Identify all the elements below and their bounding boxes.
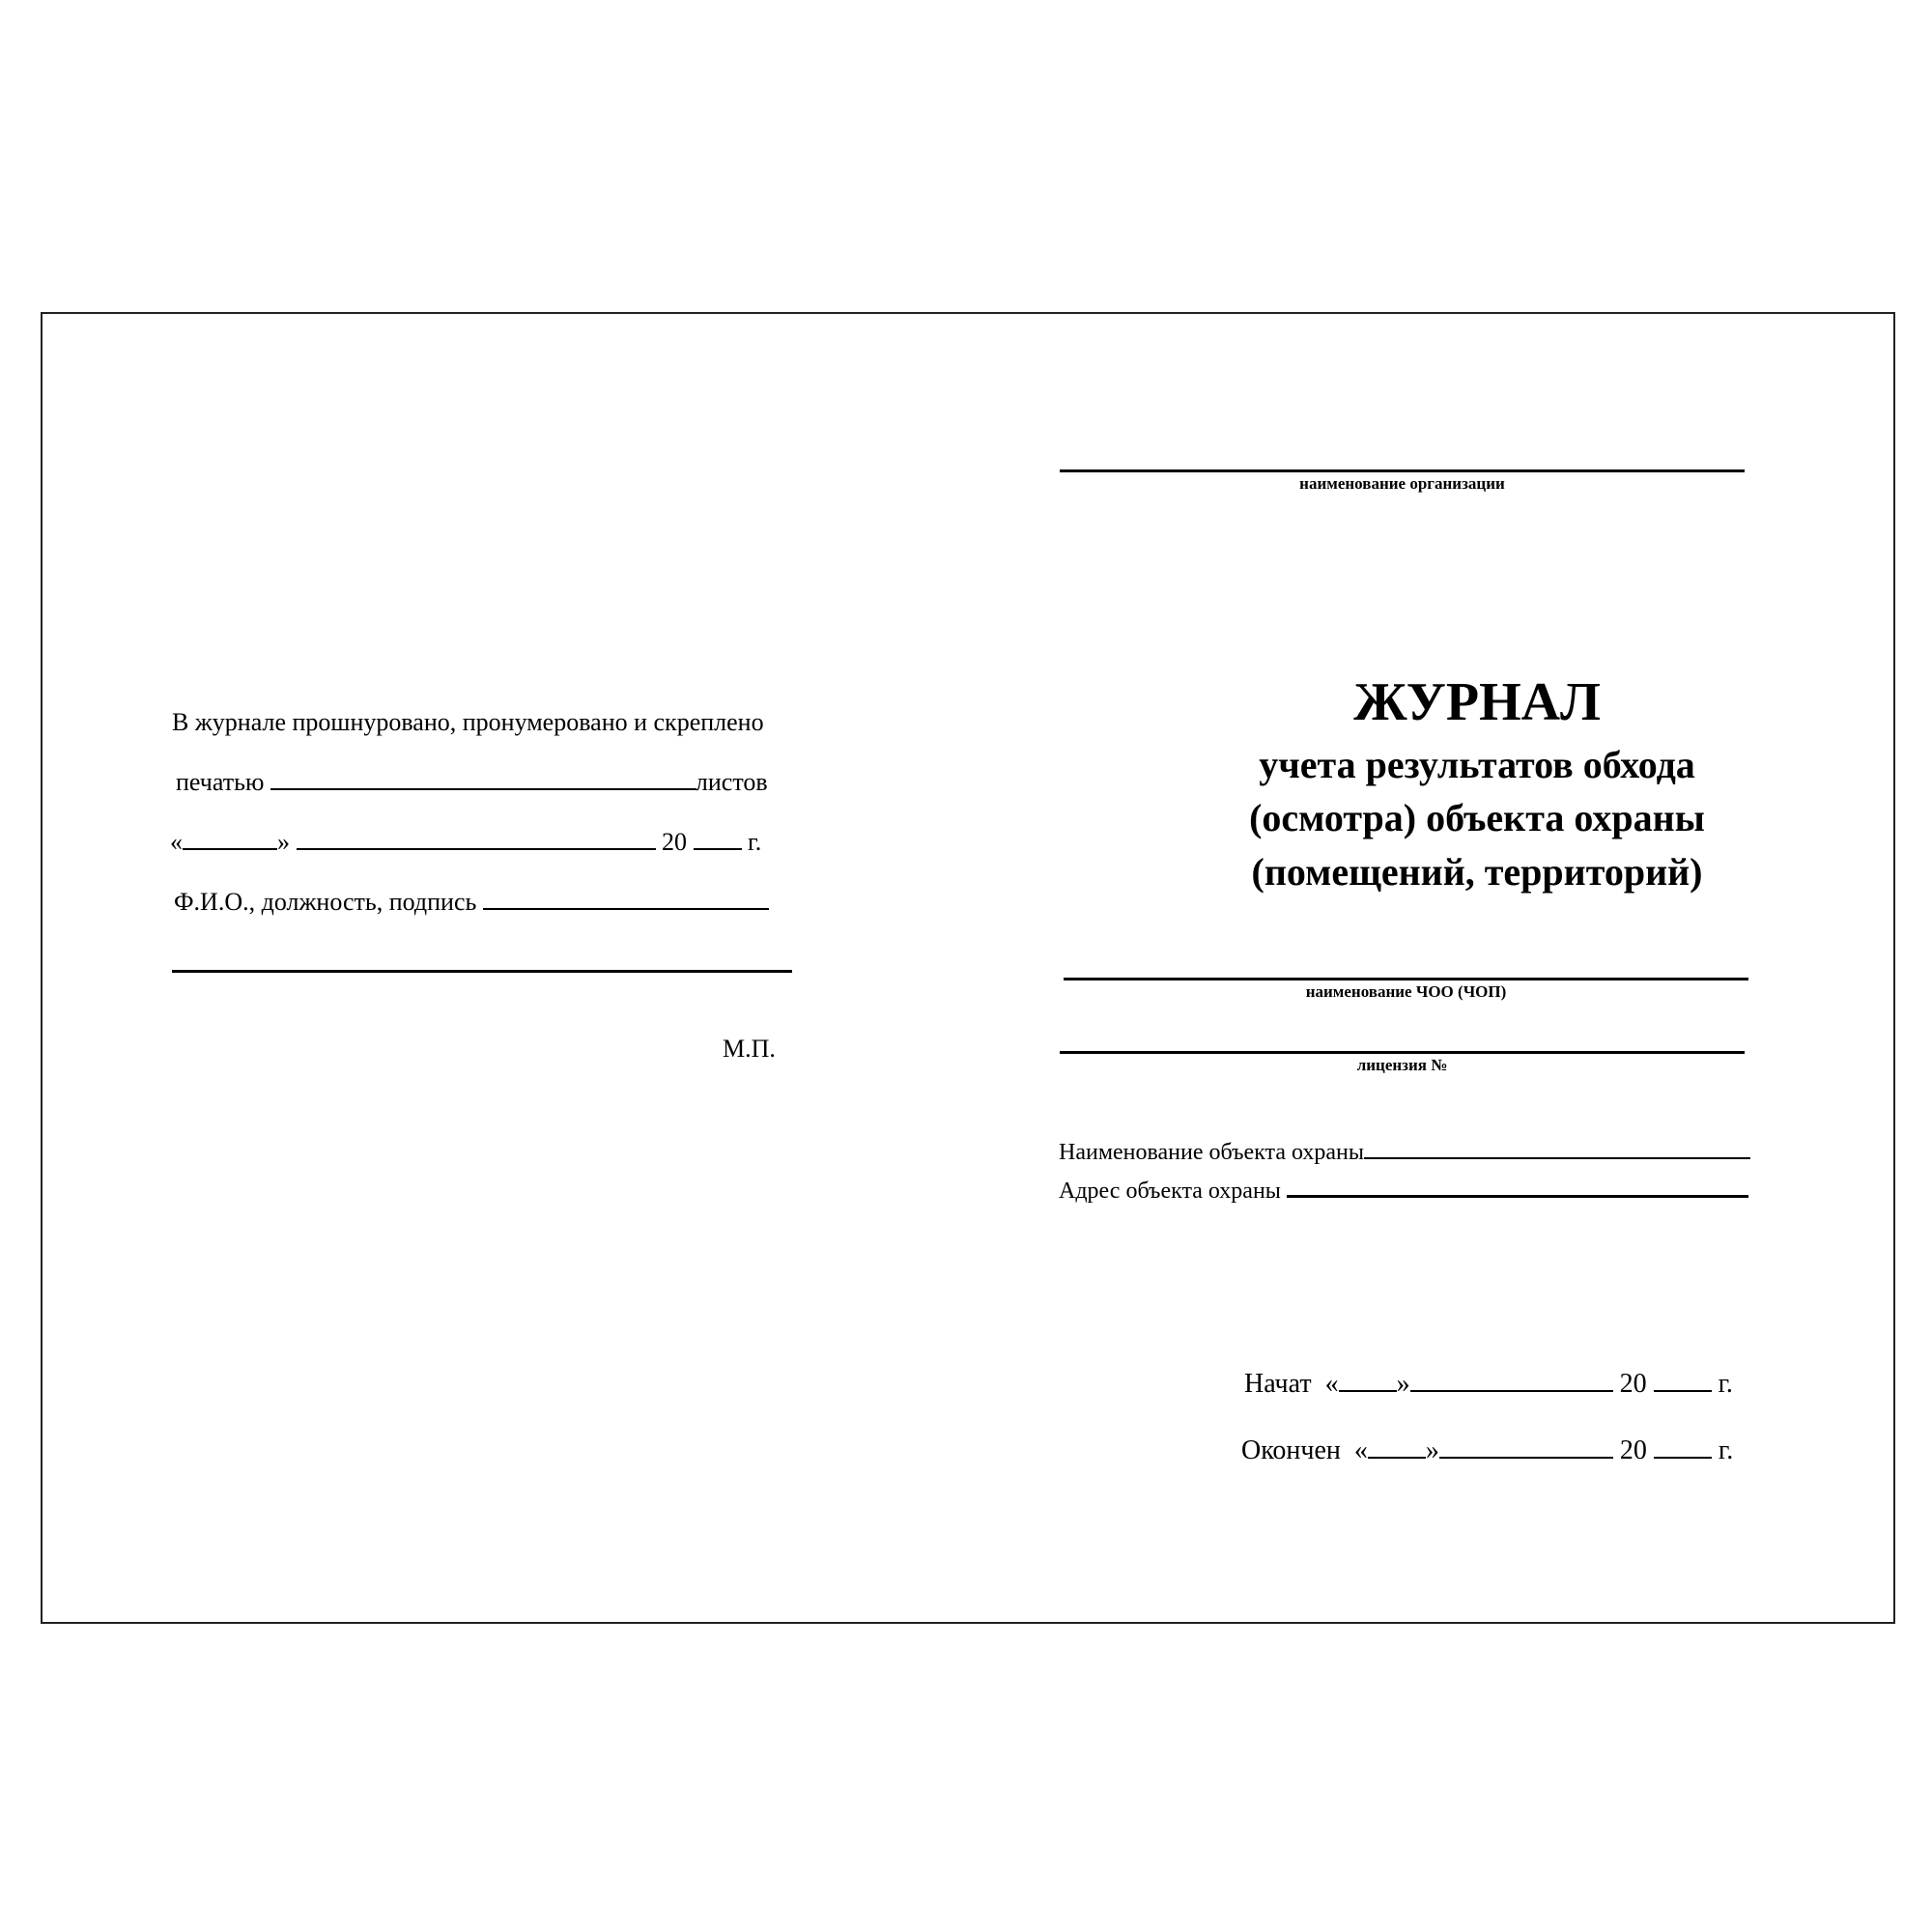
stamp-place-label: М.П. bbox=[723, 1035, 776, 1063]
started-open-quote: « bbox=[1324, 1369, 1339, 1399]
journal-subtitle-line-1: учета результатов обхода bbox=[1259, 743, 1695, 786]
started-label: Начат bbox=[1244, 1369, 1312, 1399]
started-year-prefix: 20 bbox=[1619, 1369, 1647, 1399]
finished-label: Окончен bbox=[1241, 1435, 1341, 1465]
started-date-row bbox=[1244, 1369, 1733, 1400]
fio-continuation-line[interactable] bbox=[172, 970, 792, 973]
pechat-label: печатью bbox=[176, 768, 265, 796]
date-year-prefix: 20 bbox=[662, 828, 687, 856]
object-address-row bbox=[1059, 1179, 1748, 1205]
left-binding-note: В журнале прошнуровано, пронумеровано и скреплено bbox=[172, 708, 764, 736]
date-close-quote: » bbox=[277, 828, 290, 856]
left-fio-row bbox=[174, 888, 769, 917]
object-address-field[interactable] bbox=[1287, 1194, 1748, 1198]
left-pages-count-row bbox=[176, 768, 768, 797]
license-line[interactable] bbox=[1060, 1051, 1745, 1054]
started-year-field[interactable] bbox=[1654, 1389, 1712, 1392]
date-day-field[interactable] bbox=[183, 847, 277, 850]
finished-open-quote: « bbox=[1353, 1435, 1368, 1465]
license-caption: лицензия № bbox=[1356, 1056, 1448, 1074]
finished-year-field[interactable] bbox=[1654, 1456, 1712, 1459]
finished-close-quote: » bbox=[1425, 1435, 1439, 1465]
started-year-suffix: г. bbox=[1718, 1369, 1733, 1399]
fio-label: Ф.И.О., должность, подпись bbox=[174, 888, 477, 916]
finished-day-field[interactable] bbox=[1368, 1456, 1426, 1459]
left-date-row bbox=[170, 828, 761, 857]
journal-cover-spread bbox=[41, 312, 1895, 1624]
object-address-label: Адрес объекта охраны bbox=[1059, 1179, 1281, 1204]
date-year-suffix: г. bbox=[748, 828, 762, 856]
journal-subtitle-line-3: (помещений, территорий) bbox=[1251, 850, 1703, 894]
date-open-quote: « bbox=[170, 828, 183, 856]
date-month-field[interactable] bbox=[297, 847, 656, 850]
started-close-quote: » bbox=[1396, 1369, 1410, 1399]
choo-name-line[interactable] bbox=[1064, 978, 1748, 980]
fio-field[interactable] bbox=[483, 907, 769, 910]
journal-subtitle-line-2: (осмотра) объекта охраны bbox=[1249, 796, 1705, 839]
object-name-field[interactable] bbox=[1364, 1156, 1750, 1159]
finished-month-field[interactable] bbox=[1439, 1456, 1613, 1459]
journal-title: ЖУРНАЛ bbox=[1353, 672, 1601, 732]
org-name-caption: наименование организации bbox=[1299, 474, 1505, 493]
finished-year-suffix: г. bbox=[1718, 1435, 1734, 1465]
finished-date-row bbox=[1241, 1435, 1733, 1466]
started-month-field[interactable] bbox=[1410, 1389, 1613, 1392]
choo-name-caption: наименование ЧОО (ЧОП) bbox=[1305, 982, 1507, 1001]
org-name-line[interactable] bbox=[1060, 469, 1745, 472]
started-day-field[interactable] bbox=[1339, 1389, 1397, 1392]
date-year-field[interactable] bbox=[694, 847, 742, 850]
finished-year-prefix: 20 bbox=[1619, 1435, 1647, 1465]
pages-count-field[interactable] bbox=[270, 787, 696, 790]
listov-label: листов bbox=[695, 768, 768, 796]
object-name-row bbox=[1059, 1140, 1750, 1166]
object-name-label: Наименование объекта охраны bbox=[1059, 1140, 1364, 1165]
